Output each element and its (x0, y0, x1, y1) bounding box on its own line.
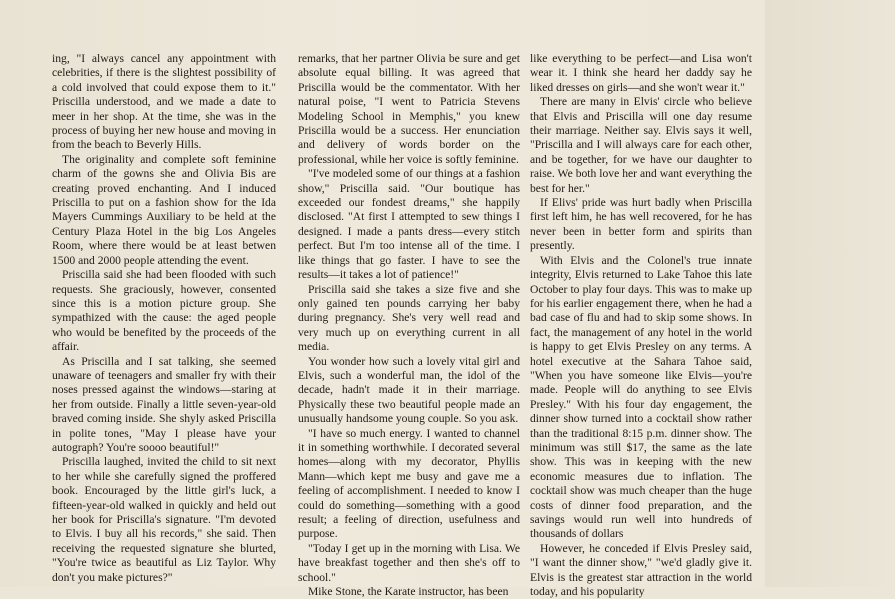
paragraph: As Priscilla and I sat talking, she seemed unaware of teenagers and smaller fry with their noses pressed against the windows—staring at her from outside. Finally a little seven-year-old braved coming inside. She shyly asked Priscilla in polite tones, "May I please have your autograph? You're soooo beautiful!" (52, 354, 276, 454)
paragraph: You wonder how such a lovely vital girl and Elvis, such a wonderful man, the idol of the decade, hadn't made it in their marriage. Physically these two beautiful people made an unusually handsome young couple. So you ask. (298, 354, 520, 426)
paragraph: Priscilla said she had been flooded with such requests. She graciously, however, consented since this is a motion picture group. She sympathized with the cause: the aged people who would be benefited by the proceeds of the affair. (52, 268, 276, 354)
paragraph: "I have so much energy. I wanted to channel it in something worthwhile. I decorated several homes—along with my decorator, Phyllis Mann—which kept me busy and gave me a feeling of accomplishment. I needed to know I could do something—something with a good result; a feeling of direction, usefulness and purpose. (298, 426, 520, 541)
paragraph: Mike Stone, the Karate instructor, has been (308, 585, 509, 599)
paragraph: Priscilla laughed, invited the child to sit next to her while she carefully signed the proffered book. Encouraged by the little girl's luck, a fifteen-year-old walked in quickly and held out her book for Priscilla's signature. "I'm devoted to Elvis. I buy all his records," she said. Then receiving the requested signature she blurted, "You're twice as beautiful as Liz Taylor. Why don't you make pictures?" (52, 455, 276, 584)
paragraph: remarks, that her partner Olivia be sure and get absolute equal billing. It was agreed that Priscilla would be the commentator. With her natural poise, "I went to Patricia Stevens Modeling School in Memphis," you knew Priscilla would be a success. Her enunciation and delivery of words border on the professional, while her voice is softly feminine. (298, 52, 520, 166)
paragraph: The originality and complete soft feminine charm of the gowns she and Olivia Bis are creating proved enchanting. And I induced Priscilla to put on a fashion show for the Ida Mayers Cummings Auxiliary to be held at the Century Plaza Hotel in the big Los Angeles Room, where there would be at least betwen 1500 and 2000 people attending the event. (52, 152, 276, 267)
paragraph: If Elivs' pride was hurt badly when Priscilla first left him, he has well recovered, for he has never been in better form and spirits than presently. (530, 196, 752, 253)
paragraph: There are many in Elvis' circle who believe that Elvis and Priscilla will one day resume their marriage. Neither say. Elvis says it well, "Priscilla and I will always care for each other, and be together, for we have our daughter to raise. We both love her and want everything the best for her." (530, 95, 752, 195)
paragraph: With Elvis and the Colonel's true innate integrity, Elvis returned to Lake Tahoe this late October to play four days. This was to make up for his earlier engagement there, when he had a bad case of flu and had to skip some shows. In fact, the management of any hotel in the world is happy to get Elvis Presley on any terms. A hotel executive at the Sahara Tahoe said, "When you have someone like Elvis—you're made. People will do anything to see Elvis Presley." With his four day engagement, the dinner show turned into a cocktail show rather than the traditional 8:15 p.m. dinner show. The minimum was still $17, the same as the late show. This was in keeping with the new economic measures due to inflation. The cocktail show was much cheaper than the huge costs of dinner food preparation, and the savings would run well into hundreds of thousands of dollars (530, 253, 752, 541)
text-column-2 (298, 52, 520, 599)
paragraph: like everything to be perfect—and Lisa won't wear it. I think she heard her daddy say he liked dresses on girls—and she won't wear it." (530, 52, 752, 94)
paragraph: However, he conceded if Elvis Presley said, "I want the dinner show," "we'd gladly give it. Elvis is the greatest star attraction in the world today, and his popularity (530, 541, 752, 599)
paragraph: ing, "I always cancel any appointment with celebrities, if there is the slightest possibility of a cold involved that could expose them to it." Priscilla understood, and we made a date to meer in her shop. At the time, she was in the process of buying her new house and moving in from the beach to Beverly Hills. (52, 52, 276, 152)
text-column-1 (52, 52, 276, 587)
paragraph: "I've modeled some of our things at a fashion show," Priscilla said. "Our boutique has exceeded our fondest dreams," she happily disclosed. "At first I attempted to sew things I designed. I made a pants dress—every stitch perfect. But I'm too intense all of the time. I like things that go faster. I have to see the results—it takes a lot of patience!" (298, 167, 520, 282)
text-column-3 (530, 52, 752, 599)
page-margin (765, 0, 895, 587)
paragraph: "Today I get up in the morning with Lisa. We have breakfast together and then she's off to school." (298, 541, 520, 584)
paragraph: Priscilla said she takes a size five and she only gained ten pounds carrying her baby during pregnancy. She's very well read and very much up on everything current in all media. (298, 282, 520, 354)
